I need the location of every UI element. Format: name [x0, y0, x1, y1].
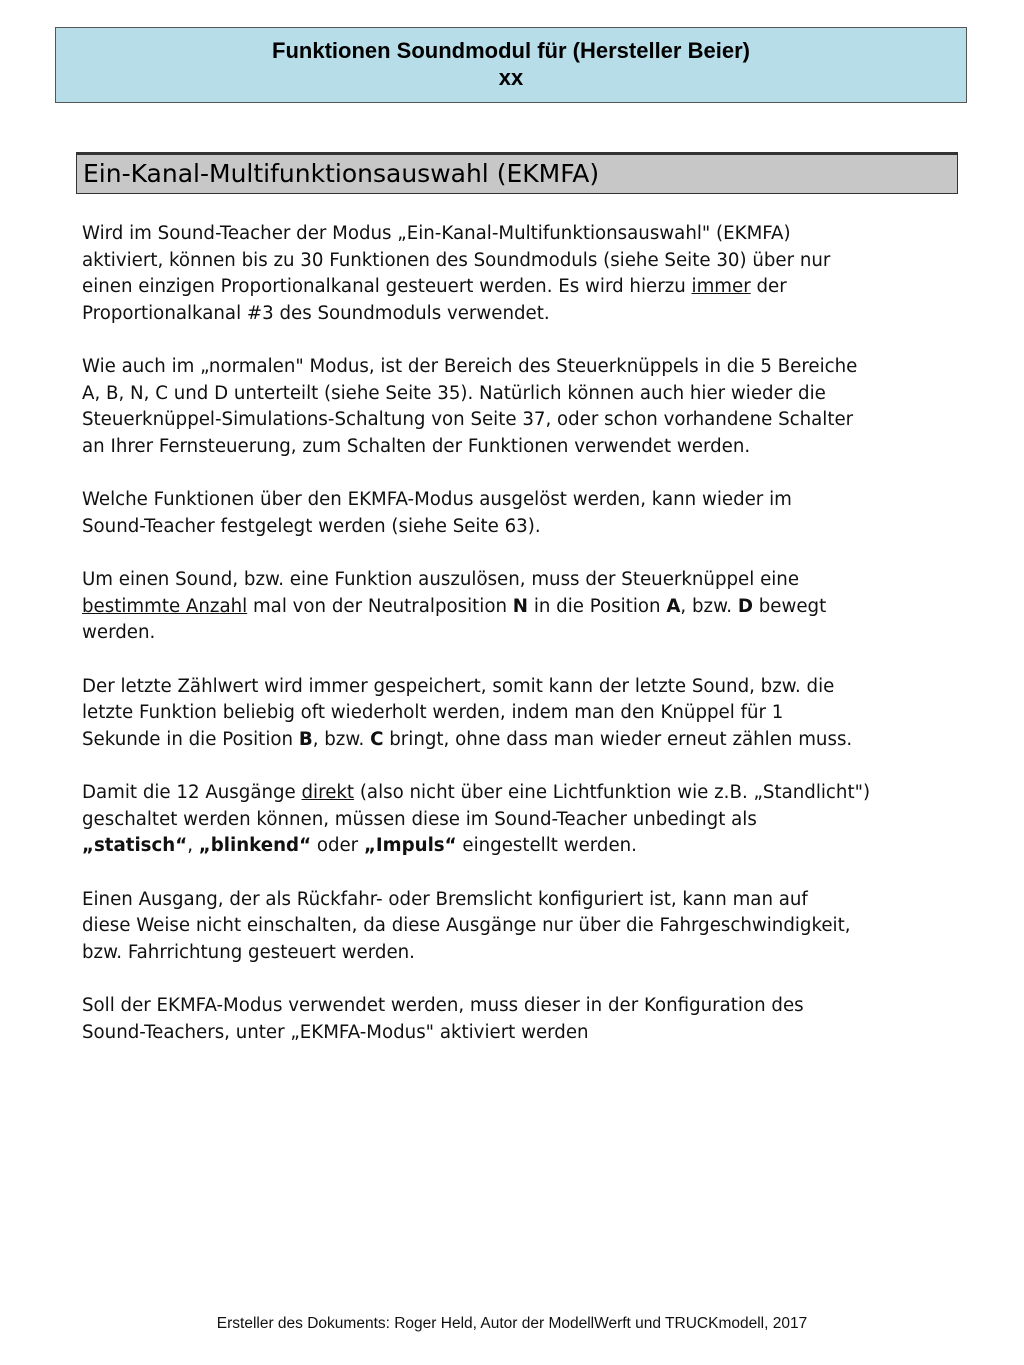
text-line: diese Weise nicht einschalten, da diese Ausgänge nur über die Fahrgeschwindigkeit,	[82, 915, 851, 936]
bold-term-blinkend: „blinkend“	[198, 835, 312, 856]
text-run: Damit die 12 Ausgänge	[82, 782, 302, 803]
text-line: Der letzte Zählwert wird immer gespeichert, somit kann der letzte Sound, bzw. die	[82, 675, 835, 697]
bold-term-impuls: „Impuls“	[363, 835, 457, 856]
text-run: eingestellt werden.	[456, 835, 637, 856]
bold-letter: A	[666, 595, 681, 617]
text-line: aktiviert, können bis zu 30 Funktionen des Soundmoduls (siehe Seite 30) über nur	[82, 249, 831, 271]
text-line: Einen Ausgang, der als Rückfahr- oder Bremslicht konfiguriert ist, kann man auf	[82, 888, 808, 910]
section-title: Ein-Kanal-Multifunktionsauswahl (EKMFA)	[83, 159, 600, 188]
text-run: mal von der Neutralposition	[247, 595, 513, 617]
paragraph-4	[82, 567, 962, 647]
text-line: Welche Funktionen über den EKMFA-Modus ausgelöst werden, kann wieder im	[82, 489, 792, 510]
text-line: Proportionalkanal #3 des Soundmoduls verwendet.	[82, 302, 550, 324]
underlined-word-direkt: direkt	[301, 782, 355, 803]
page-title: Funktionen Soundmodul für (Hersteller Beier)	[272, 38, 750, 63]
text-run: einen einzigen Proportionalkanal gesteuert werden. Es wird hierzu	[82, 276, 692, 297]
bold-letter: N	[512, 595, 529, 617]
page-subtitle: xx	[498, 65, 524, 90]
text-line: Um einen Sound, bzw. eine Funktion auszulösen, muss der Steuerknüppel eine	[82, 569, 800, 590]
paragraph-5	[82, 674, 962, 754]
header-box	[55, 27, 967, 103]
text-line	[82, 274, 962, 301]
text-line: letzte Funktion beliebig oft wiederholt werden, indem man den Knüppel für 1	[82, 702, 784, 723]
bold-letter: C	[370, 728, 384, 750]
paragraph-6	[82, 780, 962, 860]
text-line: Wird im Sound-Teacher der Modus „Ein-Kanal-Multifunktionsauswahl" (EKMFA)	[82, 223, 791, 244]
text-line: werden.	[82, 622, 156, 643]
text-line: Wie auch im „normalen" Modus, ist der Bereich des Steuerknüppels in die 5 Bereiche	[82, 356, 858, 377]
text-run: bringt, ohne dass man wieder erneut zählen muss.	[383, 728, 853, 750]
paragraph-7	[82, 887, 962, 967]
text-line	[82, 727, 962, 754]
bold-letter: B	[298, 728, 313, 750]
paragraph-3	[82, 487, 962, 540]
text-line: A, B, N, C und D unterteilt (siehe Seite 35). Natürlich können auch hier wieder die	[82, 382, 826, 404]
bold-term-statisch: „statisch“	[82, 835, 188, 856]
text-run: in die Position	[528, 595, 667, 617]
text-line: Steuerknüppel-Simulations-Schaltung von Seite 37, oder schon vorhandene Schalter	[82, 409, 854, 430]
paragraph-1	[82, 221, 962, 327]
text-line	[82, 594, 962, 621]
text-line: Soll der EKMFA-Modus verwendet werden, muss dieser in der Konfiguration des	[82, 995, 804, 1016]
paragraph-2	[82, 354, 962, 460]
section-heading-bar	[76, 152, 958, 194]
text-line: geschaltet werden können, müssen diese im Sound-Teacher unbedingt als	[82, 808, 757, 830]
text-line: Sound-Teachers, unter „EKMFA-Modus" aktiviert werden	[82, 1021, 589, 1043]
text-line: an Ihrer Fernsteuerung, zum Schalten der Funktionen verwendet werden.	[82, 435, 751, 457]
text-run: (also nicht über eine Lichtfunktion wie z.B. „Standlicht")	[354, 782, 871, 803]
text-run: bewegt	[752, 595, 827, 617]
text-run: , bzw.	[680, 595, 738, 617]
paragraph-8	[82, 993, 962, 1046]
underlined-word-immer: immer	[691, 276, 751, 297]
text-line: bzw. Fahrrichtung gesteuert werden.	[82, 941, 415, 963]
text-run: ,	[187, 835, 199, 856]
document-footer: Ersteller des Dokuments: Roger Held, Autor der ModellWerft und TRUCKmodell, 2017	[216, 1315, 808, 1332]
text-run: , bzw.	[312, 728, 371, 750]
text-run: Sekunde in die Position	[82, 728, 299, 750]
text-run: oder	[311, 835, 364, 856]
document-body	[82, 221, 962, 1073]
text-line: Sound-Teacher festgelegt werden (siehe Seite 63).	[82, 515, 541, 537]
text-line	[82, 833, 962, 860]
underlined-phrase-bestimmte-anzahl: bestimmte Anzahl	[82, 595, 248, 617]
bold-letter: D	[737, 595, 753, 617]
text-run: der	[750, 276, 787, 297]
text-line	[82, 780, 962, 807]
